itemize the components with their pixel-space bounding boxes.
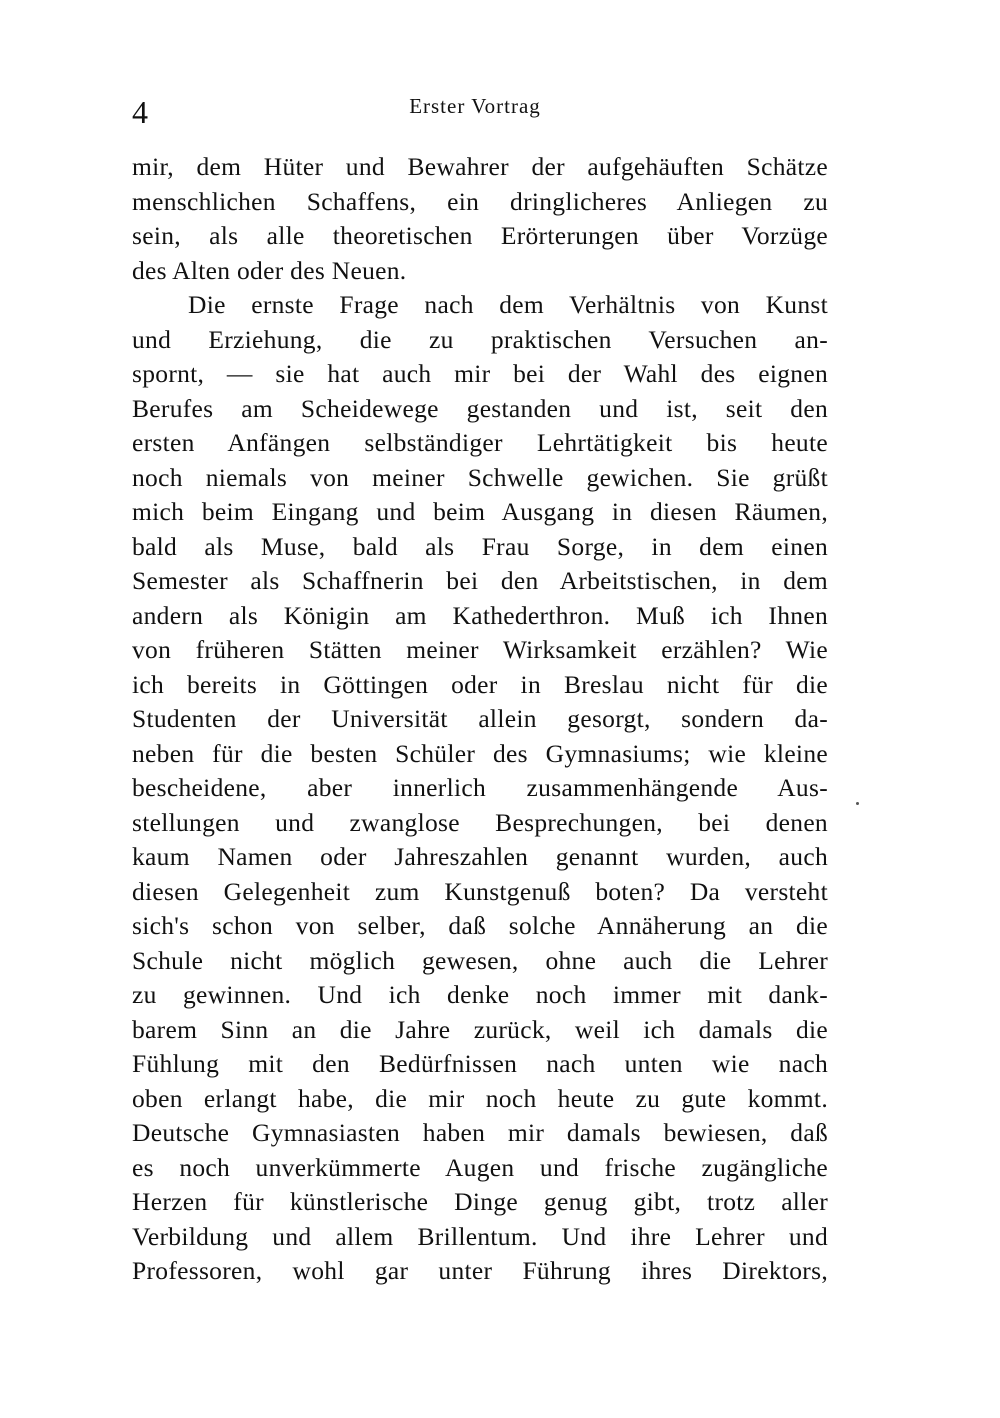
text-line: bald als Muse, bald als Frau Sorge, in dem einen <box>132 531 828 561</box>
text-line: Herzen für künstlerische Dinge genug gibt, trotz aller <box>132 1187 828 1216</box>
text-line: barem Sinn an die Jahre zurück, weil ich damals die <box>132 1014 828 1044</box>
text-line: bescheidene, aber innerlich zusammenhängende Aus- <box>132 773 828 802</box>
text-line: sein, als alle theoretischen Erörterungen über Vorzüge <box>132 221 828 250</box>
text-line: spornt, — sie hat auch mir bei der Wahl des eignen <box>132 359 828 388</box>
text-line: Berufes am Scheidewege gestanden und ist, seit den <box>132 393 828 423</box>
text-line: oben erlangt habe, die mir noch heute zu gute kommt. <box>132 1083 828 1113</box>
text-line: mich beim Eingang und beim Ausgang in diesen Räumen, <box>132 497 828 526</box>
body-text <box>132 150 828 1289</box>
text-line: kaum Namen oder Jahreszahlen genannt wurden, auch <box>132 842 828 871</box>
text-line: noch niemals von meiner Schwelle gewichen. Sie grüßt <box>132 462 828 492</box>
text-line: ich bereits in Göttingen oder in Breslau nicht für die <box>132 669 828 699</box>
text-line: diesen Gelegenheit zum Kunstgenuß boten? Da versteht <box>132 876 828 906</box>
text-line: menschlichen Schaffens, ein dringlicheres Anliegen zu <box>132 186 828 216</box>
running-head <box>0 92 946 120</box>
text-line: Schule nicht möglich gewesen, ohne auch die Lehrer <box>132 945 828 975</box>
text-line: Professoren, wohl gar unter Führung ihres Direktors, <box>132 1256 828 1285</box>
text-line: sich's schon von selber, daß solche Annäherung an die <box>132 911 828 940</box>
margin-speck <box>856 802 859 805</box>
text-line: Deutsche Gymnasiasten haben mir damals bewiesen, daß <box>132 1118 828 1147</box>
text-line: stellungen und zwanglose Besprechungen, bei denen <box>132 807 828 837</box>
text-line: Studenten der Universität allein gesorgt, sondern da- <box>132 704 828 733</box>
text-line: Fühlung mit den Bedürfnissen nach unten wie nach <box>132 1049 828 1078</box>
text-line: zu gewinnen. Und ich denke noch immer mit dank- <box>132 980 828 1009</box>
paragraph-start-line: Die ernste Frage nach dem Verhältnis von Kunst <box>188 290 828 319</box>
text-line: es noch unverkümmerte Augen und frische zugängliche <box>132 1152 828 1182</box>
text-line: Verbildung und allem Brillentum. Und ihre Lehrer und <box>132 1221 828 1251</box>
running-title: Erster Vortrag <box>409 94 541 118</box>
text-line: des Alten oder des Neuen. <box>132 255 407 285</box>
text-line: neben für die besten Schüler des Gymnasiums; wie kleine <box>132 738 828 768</box>
text-line: Semester als Schaffnerin bei den Arbeitstischen, in dem <box>132 566 828 595</box>
text-line: von früheren Stätten meiner Wirksamkeit erzählen? Wie <box>132 635 828 664</box>
text-line: ersten Anfängen selbständiger Lehrtätigkeit bis heute <box>132 428 828 457</box>
page-number: 4 <box>132 94 148 130</box>
text-line: mir, dem Hüter und Bewahrer der aufgehäuften Schätze <box>132 152 828 181</box>
text-line: und Erziehung, die zu praktischen Versuchen an- <box>132 324 828 354</box>
text-line: andern als Königin am Kathederthron. Muß ich Ihnen <box>132 600 828 630</box>
